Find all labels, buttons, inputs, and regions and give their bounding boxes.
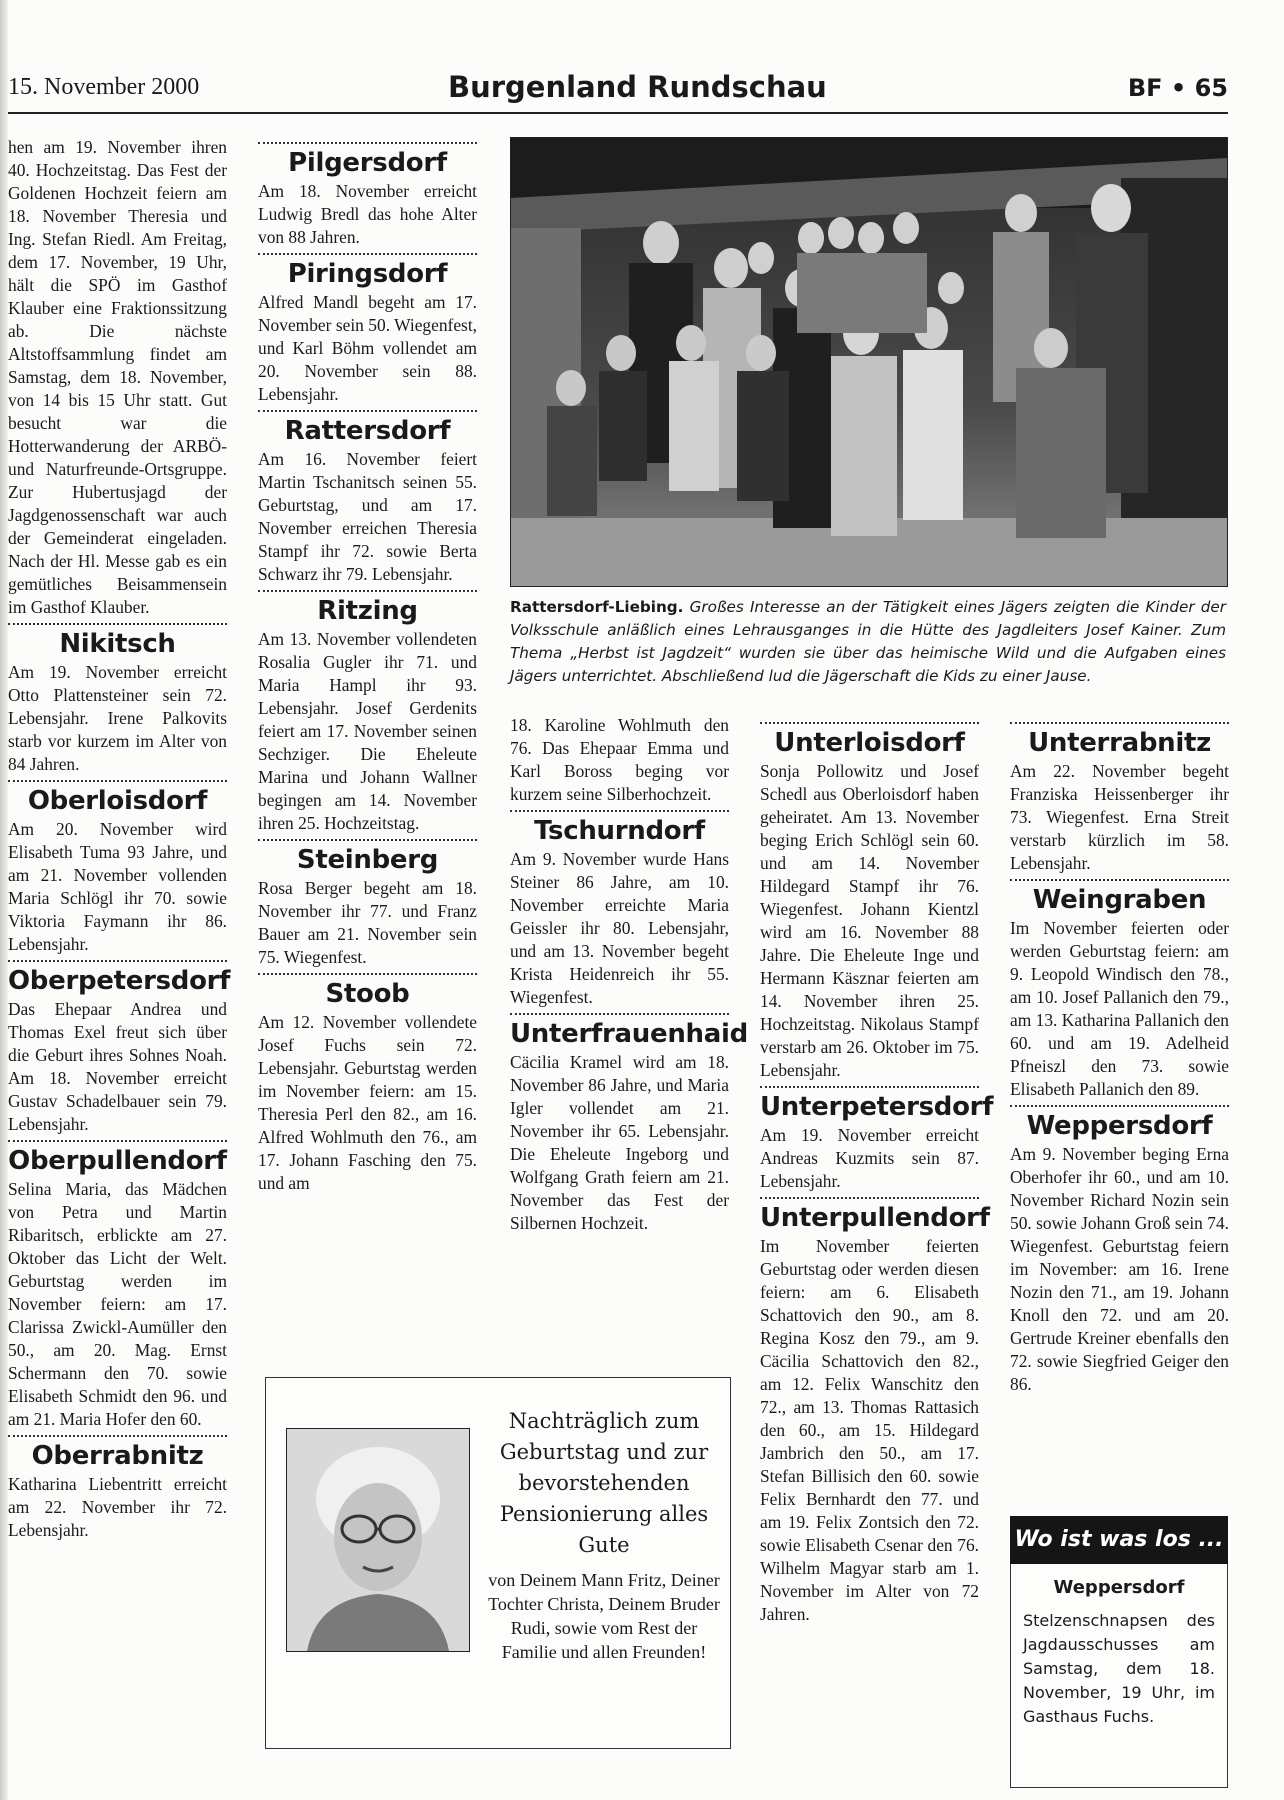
dotted-divider [8, 960, 227, 962]
article-continuation: hen am 19. November ihren 40. Hochzeitstag. Das Fest der Goldenen Hochzeit feiern am 18. November Theresia und Ing. Stefan Riedl. Am Freitag, dem 17. November, 19 Uhr, hält die SPÖ im Gasthof Klauber eine Fraktionssitzung ab. Die nächste Altstoffsammlung findet am Samstag, dem 18. November, von 14 bis 15 Uhr statt. Gut besucht war die Hotterwanderung der ARBÖ- und Naturfreunde-Ortsgruppe. Zur Hubertusjagd der Jagdgenossenschaft war auch der Gemeinderat eingeladen. Nach der Hl. Messe gab es ein gemütliches Beisammensein im Gasthof Klauber. [8, 137, 227, 617]
dotted-divider [1010, 879, 1229, 881]
column-4 [760, 718, 994, 1626]
section-text: Am 9. November wurde Hans Steiner 86 Jahre, am 10. November erreichte Maria Geissler ihr 80. Lebensjahr, und am 13. November begeht Krista Heidenreich ihr 55. Wiegenfest. [510, 849, 729, 1007]
section-text: Sonja Pollowitz und Josef Schedl aus Oberloisdorf haben geheiratet. Am 13. November beging Erich Schlögl sein 60. und am 14. November Hildegard Stampf ihr 76. Wiegenfest. Johann Kientzl wird am 16. November 88 Jahre. Die Eheleute Inge und Hermann Käsznar feierten am 14. November ihren 25. Hochzeitstag. Nikolaus Stampf verstarb am 26. Oktober im 75. Lebensjahr. [760, 761, 979, 1080]
greeting-senders: von Deinem Mann Fritz, Deiner Tochter Christa, Deinem Bruder Rudi, sowie vom Rest der Familie und allen Freunden! [488, 1570, 720, 1662]
issue-date: 15. November 2000 [8, 74, 200, 100]
dotted-divider [1010, 722, 1229, 724]
section-heading: Pilgersdorf [288, 148, 447, 178]
section-heading: Weingraben [1032, 885, 1207, 915]
section-heading: Weppersdorf [1026, 1111, 1213, 1141]
portrait-photo [286, 1428, 470, 1652]
dotted-divider [760, 722, 979, 724]
page-number: BF • 65 [1127, 74, 1228, 102]
column-2 [258, 136, 477, 1195]
section-heading: Ritzing [317, 596, 418, 626]
section-heading: Steinberg [296, 845, 439, 875]
caption-text: Großes Interesse an der Tätigkeit eines Jägers zeigten die Kinder der Volksschule anläßlich eines Lehrausganges in die Hütte des Jagdleiters Josef Kainer. Zum Thema „Herbst ist Jagdzeit“ wurden sie über das heimische Wild und die Aufgaben eines Jägers unterrichtet. Abschließend lud die Jägerschaft die Kids zu einer Jause. [510, 598, 1227, 685]
article-continuation: 18. Karoline Wohlmuth den 76. Das Ehepaar Emma und Karl Boross beging vor kurzem seine Silberhochzeit. [510, 715, 729, 804]
section-heading: Oberrabnitz [31, 1441, 204, 1471]
dotted-divider [8, 780, 227, 782]
section-text: Rosa Berger begeht am 18. November ihr 77. und Franz Bauer am 21. November sein 75. Wiegenfest. [258, 878, 477, 967]
section-text: Am 19. November erreicht Andreas Kuzmits sein 87. Lebensjahr. [760, 1125, 979, 1191]
section-heading: Tschurndorf [534, 816, 705, 846]
section-heading: Oberloisdorf [27, 786, 208, 816]
dotted-divider [510, 810, 729, 812]
section-heading: Piringsdorf [287, 259, 448, 289]
section-text: Am 12. November vollendete Josef Fuchs sein 72. Lebensjahr. Geburtstag werden im November feiern: am 15. Theresia Perl den 82., am 16. Alfred Wohlmuth den 76., am 17. Johann Fasching den 75. und am [258, 1012, 477, 1193]
scan-edge [0, 0, 8, 1800]
section-text: Am 20. November wird Elisabeth Tuma 93 Jahre, und am 21. November vollenden Maria Schlögl ihr 70. sowie Viktoria Faymann ihr 86. Lebensjahr. [8, 819, 227, 954]
section-text: Das Ehepaar Andrea und Thomas Exel freut sich über die Geburt ihres Sohnes Noah. Am 18. November erreicht Gustav Schadelbauer sein 79. Lebensjahr. [8, 999, 227, 1134]
section-text: Im November feierten Geburtstag oder werden diesen feiern: am 6. Elisabeth Schattovich den 90., am 8. Regina Kosz den 79., am 9. Cäcilia Schattovich den 82., am 12. Felix Wanschitz den 72., am 13. Thomas Rattasich den 60., am 15. Hildegard Jambrich den 50., am 17. Stefan Billisich den 60. sowie Felix Bernhardt den 77. und am 19. Felix Zontsich den 72. sowie Elisabeth Csenar den 76. Wilhelm Magyar starb am 1. November im Alter von 72 Jahren. [760, 1236, 979, 1624]
dotted-divider [8, 1140, 227, 1142]
events-place: Weppersdorf [1053, 1577, 1185, 1598]
portrait-illustration [287, 1429, 469, 1651]
section-heading: Unterpullendorf [760, 1203, 990, 1233]
column-3 [510, 714, 748, 1235]
dotted-divider [258, 142, 477, 144]
section-text: Katharina Liebentritt erreicht am 22. November ihr 72. Lebensjahr. [8, 1474, 227, 1540]
dotted-divider [258, 253, 477, 255]
section-text: Alfred Mandl begeht am 17. November sein 50. Wiegenfest, und Karl Böhm vollendet am 20. November sein 88. Lebensjahr. [258, 292, 477, 404]
section-heading: Oberpetersdorf [8, 966, 231, 996]
masthead [8, 68, 1228, 114]
dotted-divider [258, 410, 477, 412]
dotted-divider [258, 590, 477, 592]
section-text: Am 18. November erreicht Ludwig Bredl das hohe Alter von 88 Jahren. [258, 181, 477, 247]
section-heading: Unterloisdorf [774, 728, 965, 758]
section-text: Am 13. November vollendeten Rosalia Gugler ihr 71. und Maria Hampl ihr 93. Lebensjahr. Josef Gerdenits feiert am 17. November seinen Sechziger. Die Eheleute Marina und Johann Wallner begingen am 14. November ihren 25. Hochzeitstag. [258, 629, 477, 833]
section-text: Am 16. November feiert Martin Tschanitsch seinen 55. Geburtstag, und am 17. November erreichen Theresia Stampf ihr 72. sowie Berta Schwarz ihr 79. Lebensjahr. [258, 449, 477, 584]
events-box [1010, 1516, 1228, 1788]
dotted-divider [760, 1086, 979, 1088]
caption-lead: Rattersdorf-Liebing. [510, 598, 684, 616]
dotted-divider [510, 1013, 729, 1015]
section-text: Am 22. November begeht Franziska Heissenberger ihr 73. Wiegenfest. Erna Streit verstarb kürzlich im 58. Lebensjahr. [1010, 761, 1229, 873]
column-5 [1010, 718, 1229, 1396]
section-text: Cäcilia Kramel wird am 18. November 86 Jahre, und Maria Igler vollendet am 21. November ihr 65. Lebensjahr. Die Eheleute Ingeborg und Wolfgang Grath feiern am 21. November das Fest der Silbernen Hochzeit. [510, 1052, 729, 1233]
dotted-divider [258, 839, 477, 841]
section-heading: Unterpetersdorf [760, 1092, 994, 1122]
newspaper-title: Burgenland Rundschau [448, 70, 827, 104]
section-heading: Nikitsch [59, 629, 176, 659]
section-text: Am 9. November beging Erna Oberhofer ihr 60., und am 10. November Richard Nozin sein 50. sowie Johann Groß sein 74. Wiegenfest. Geburtstag feiern im November: am 16. Irene Nozin den 71., am 19. Johann Knoll den 72. und am 20. Gertrude Kreiner ebenfalls den 72. sowie Siegfried Geiger den 86. [1010, 1144, 1229, 1394]
section-text: Am 19. November erreicht Otto Plattensteiner sein 72. Lebensjahr. Irene Palkovits starb vor kurzem im Alter von 84 Jahren. [8, 662, 227, 774]
greeting-headline: Nachträglich zum Geburtstag und zur bevorstehenden Pensionierung alles Gute [499, 1409, 709, 1557]
group-photo-illustration [511, 138, 1227, 586]
dotted-divider [258, 973, 477, 975]
section-text: Im November feierten oder werden Geburtstag feiern: am 9. Leopold Windisch den 78., am 10. Josef Pallanich den 79., am 13. Katharina Pallanich den 60. und am 19. Adelheid Pfneiszl den 73. sowie Elisabeth Pallanich den 89. [1010, 918, 1229, 1099]
column-1 [8, 136, 231, 1542]
events-text: Stelzenschnapsen des Jagdausschusses am Samstag, dem 18. November, 19 Uhr, im Gasthaus Fuchs. [1023, 1611, 1215, 1726]
section-heading: Unterrabnitz [1028, 728, 1211, 758]
group-photo [510, 137, 1228, 587]
dotted-divider [8, 1435, 227, 1437]
dotted-divider [8, 623, 227, 625]
greeting-ad [265, 1377, 731, 1749]
section-heading: Unterfrauenhaid [510, 1019, 748, 1049]
section-text: Selina Maria, das Mädchen von Petra und Martin Ribaritsch, erblickte am 27. Oktober das Licht der Welt. Geburtstag werden im November feiern: am 17. Clarissa Zwickl-Aumüller den 50., am 20. Mag. Ernst Schermann den 70. sowie Elisabeth Schmidt den 96. und am 21. Maria Hofer den 60. [8, 1179, 227, 1429]
photo-caption [510, 596, 1226, 688]
events-box-title: Wo ist was los ... [1010, 1516, 1228, 1564]
section-heading: Stoob [325, 979, 410, 1009]
dotted-divider [760, 1197, 979, 1199]
section-heading: Oberpullendorf [8, 1146, 227, 1176]
section-heading: Rattersdorf [284, 416, 451, 446]
dotted-divider [1010, 1105, 1229, 1107]
